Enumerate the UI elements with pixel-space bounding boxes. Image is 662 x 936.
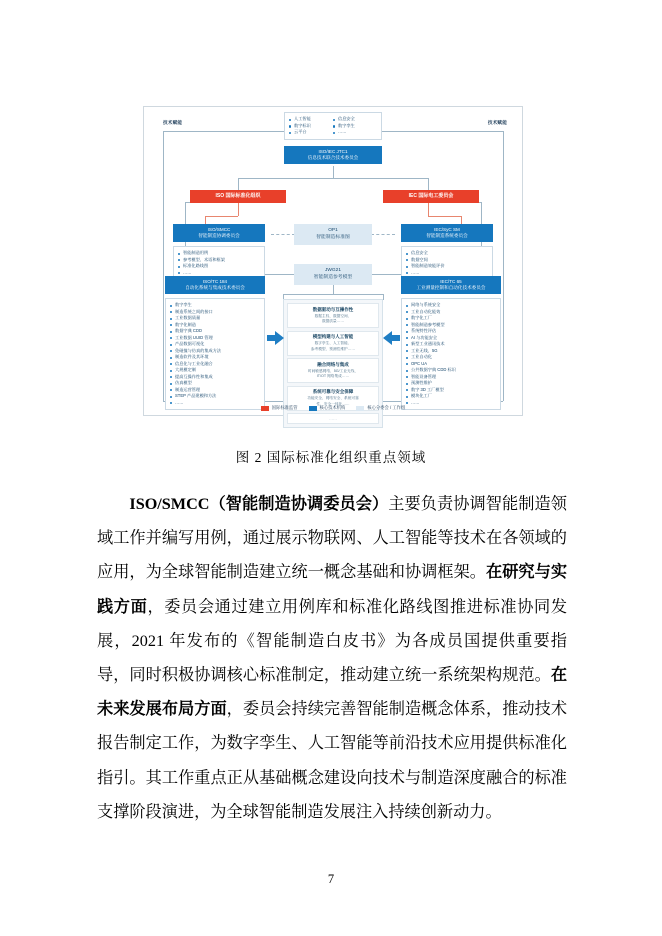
node-subtitle: 智能制造系统委员会 <box>426 233 468 239</box>
list-item: 新型工业通讯技术 <box>406 341 497 348</box>
node-title: IEC/SyC SM <box>434 227 460 232</box>
node-iso[interactable] <box>190 190 286 203</box>
list-item: …… <box>178 270 261 277</box>
node-iec[interactable] <box>383 190 479 203</box>
node-subtitle: 智能制造参考模型 <box>313 274 353 280</box>
connector-iso-up <box>238 178 239 190</box>
legend-label: 核心技术机构 <box>319 405 346 410</box>
list-item: 数字 3D 工厂模型 <box>406 387 497 394</box>
paragraph-1-part-a: 主要负责协调智能制造领域工作并编写用例，通过展示物联网、人工智能等技术在各领域的应用，为全球智能制造建立统一概念基础和协调框架。 <box>97 495 567 582</box>
node-iso-iec-jtc1[interactable] <box>284 146 382 164</box>
node-title: OP1 <box>328 228 338 233</box>
focus-area-detail: 数据主权、数据空间、 数据质量…… <box>314 313 352 324</box>
list-tc184-topics <box>165 298 265 410</box>
tag-item: 数字孪生 <box>333 123 377 130</box>
arrow-right-icon <box>275 331 284 345</box>
connector-sysm-op1 <box>371 234 395 235</box>
focus-area-heading: 模型构建与人工智能 <box>312 334 354 340</box>
node-title: IEC/TC 65 <box>440 279 462 284</box>
tag-item: 信息安全 <box>333 116 377 123</box>
legend-label: 国际标准监管 <box>271 405 298 410</box>
tag-item: 人工智能 <box>289 116 333 123</box>
list-item: 智能制造参考模型 <box>406 322 497 329</box>
list-item: 数据空间 <box>406 257 489 264</box>
list-item: 公共数据字典 CDD 标识 <box>406 367 497 374</box>
node-title: ISO/TC 184 <box>202 279 228 284</box>
node-iso-tc184[interactable] <box>165 276 265 294</box>
connector-iso-to-smcc <box>205 216 238 217</box>
figure-caption: 图 2 国际标准化组织重点领域 <box>235 450 427 465</box>
node-title: ISO 国际标准化组织 <box>215 193 261 199</box>
lead-term: ISO/SMCC（智能制造协调委员会） <box>129 495 389 513</box>
node-subtitle: 自动化系统与集成技术委员会 <box>185 285 245 291</box>
list-item: 大规模定制 <box>170 367 261 374</box>
top-technology-tags <box>284 112 382 140</box>
figure-international-standards-orgs <box>143 106 523 422</box>
list-item: 智能制造用例 <box>178 250 261 257</box>
node-jwg21[interactable] <box>294 264 372 285</box>
legend-label: 核心分委会 / 工作组 <box>367 405 406 410</box>
connector-center-right <box>383 294 384 300</box>
enabler-label-right: 技术赋能 <box>487 120 507 125</box>
list-tc65-topics <box>401 298 501 410</box>
list-item: STEP 产品建模和方法 <box>170 393 261 400</box>
list-item: 制造软件及其环境 <box>170 354 261 361</box>
legend-item-core-tech <box>309 405 346 411</box>
connector-jtc1-down <box>333 166 334 178</box>
focus-area-more: …… <box>287 413 379 424</box>
focus-area-item <box>287 303 379 328</box>
node-iec-syc-sm[interactable] <box>401 224 493 242</box>
bold-phrase-research: 在研究与实践方面 <box>97 563 568 616</box>
paragraph-1-part-c: ，委员会通过建立用例库和标准化路线图推进标准协同发展，2021 年发布的《智能制造白皮书》为各成员国提供重要指导，同时积极协调核心标准制定，推动建立统一系统架构规范。 <box>97 597 568 685</box>
list-item: 数字化制造 <box>170 322 261 329</box>
node-iec-tc65[interactable] <box>401 276 501 294</box>
list-item: …… <box>406 270 489 277</box>
connector-jwg21-left <box>263 274 295 275</box>
list-item: 智能设备管理 <box>406 374 497 381</box>
connector-sysm-drop <box>461 216 462 224</box>
list-item: 仿真模型 <box>170 380 261 387</box>
node-iso-smcc[interactable] <box>173 224 265 242</box>
connector-iso-down <box>238 202 239 216</box>
list-item: 工业无线、5G <box>406 348 497 355</box>
list-item: 标准化路线图 <box>178 263 261 270</box>
list-item: AI 与功能安全 <box>406 335 497 342</box>
list-item: 参考模型、术语和框架 <box>178 257 261 264</box>
list-item: 免碰撞与仿真的集成方法 <box>170 348 261 355</box>
list-item: 信息化与工业化融合 <box>170 361 261 368</box>
list-item: 预测性维护 <box>406 380 497 387</box>
list-sysm-topics <box>401 246 493 280</box>
list-item: 网络与系统安全 <box>406 302 497 309</box>
list-item: …… <box>170 400 261 407</box>
node-title: JWG21 <box>325 268 341 273</box>
page-number: 7 <box>327 872 335 886</box>
node-subtitle: 智能制造协调委员会 <box>198 233 240 239</box>
node-subtitle: 信息技术联合技术委员会 <box>307 155 359 161</box>
connector-right-rail <box>503 131 504 401</box>
list-item: OPC UA <box>406 361 497 368</box>
connector-iec-down <box>428 202 429 216</box>
list-item: 智能制造效能评价 <box>406 263 489 270</box>
node-subtitle: 智能制造标准图 <box>316 234 350 240</box>
list-item: 工业数据 UUID 管理 <box>170 335 261 342</box>
list-item: 制造系统之间的接口 <box>170 309 261 316</box>
node-title: ISO/SMCC <box>207 227 231 232</box>
connector-smcc-drop <box>205 216 206 224</box>
connector-jwg21-down <box>333 284 334 294</box>
list-item: 工业自动化能效 <box>406 309 497 316</box>
legend-swatch-light <box>356 406 364 411</box>
node-title: ISO/IEC JTC1 <box>318 149 348 154</box>
focus-area-heading: 融合网络与集成 <box>317 361 349 367</box>
connector-center-top <box>283 294 383 295</box>
list-item: 数字孪生 <box>170 302 261 309</box>
paragraph-1-part-d: ，委员会持续完善智能制造概念体系，推动技术报告制定工作，为数字孪生、人工智能等前沿技术应用提供标准化指引。其工作重点正从基础概念建设向技术与制造深度融合的标准支撑阶段演进，为全球智能制造发展注入持续创新动力。 <box>97 700 568 821</box>
figure-legend <box>143 405 523 411</box>
legend-item-regulator <box>261 405 298 411</box>
connector-jtc1-split <box>238 178 428 179</box>
list-item: 产品数据可视化 <box>170 341 261 348</box>
list-item: …… <box>406 400 497 407</box>
bold-phrase-future: 在未来发展布局方面 <box>97 666 567 719</box>
focus-area-item <box>287 358 379 383</box>
connector-iec-up <box>428 178 429 190</box>
connector-left-rail <box>163 131 164 401</box>
legend-item-subcommittee <box>356 405 405 411</box>
focus-area-detail: 数字孪生、人工智能、 参考模型、预测性维护…… <box>310 341 356 351</box>
node-subtitle: 工业测量控制和自动化技术委员会 <box>416 285 486 291</box>
node-title: IEC 国际电工委员会 <box>408 193 454 199</box>
enabler-label-left: 技术赋能 <box>163 120 183 125</box>
list-item: 制造运营管理 <box>170 387 261 394</box>
list-item: 提高互操作性和集成 <box>170 374 261 381</box>
focus-area-heading: 系统可靠与安全保障 <box>312 389 354 395</box>
arrow-right-stem <box>267 335 275 341</box>
list-item: 系统特性评估 <box>406 328 497 335</box>
body-text <box>97 487 567 829</box>
focus-area-detail: 功能安全、网络安全、系统可靠 性、安全一体化…… <box>307 396 359 406</box>
connector-jwg21-right <box>371 274 403 275</box>
connector-smcc-op1 <box>271 234 295 235</box>
list-item: 工业自动化 <box>406 354 497 361</box>
arrow-left-stem <box>392 335 400 341</box>
tag-item: 数字标识 <box>289 123 333 130</box>
legend-swatch-blue <box>309 406 317 411</box>
tag-item: 云平台 <box>289 129 333 136</box>
list-smcc-topics <box>173 246 265 280</box>
connector-iec-to-sysm <box>428 216 461 217</box>
list-item: 模块化工厂 <box>406 393 497 400</box>
focus-area-item <box>287 331 379 356</box>
node-op1[interactable] <box>294 224 372 245</box>
list-item: 数据字典 CDD <box>170 328 261 335</box>
paragraph-1 <box>97 487 567 829</box>
list-item: 数字化工厂 <box>406 315 497 322</box>
legend-swatch-red <box>261 406 269 411</box>
arrow-left-icon <box>383 331 392 345</box>
tag-item: …… <box>333 129 377 136</box>
focus-area-heading: 数据驱动与互操作性 <box>312 306 354 312</box>
list-item: 工业数据质量 <box>170 315 261 322</box>
focus-area-detail: 时间敏感网络、5G/工业无线、 IT/OT 网络集成…… <box>307 368 359 379</box>
list-item: 信息安全 <box>406 250 489 257</box>
